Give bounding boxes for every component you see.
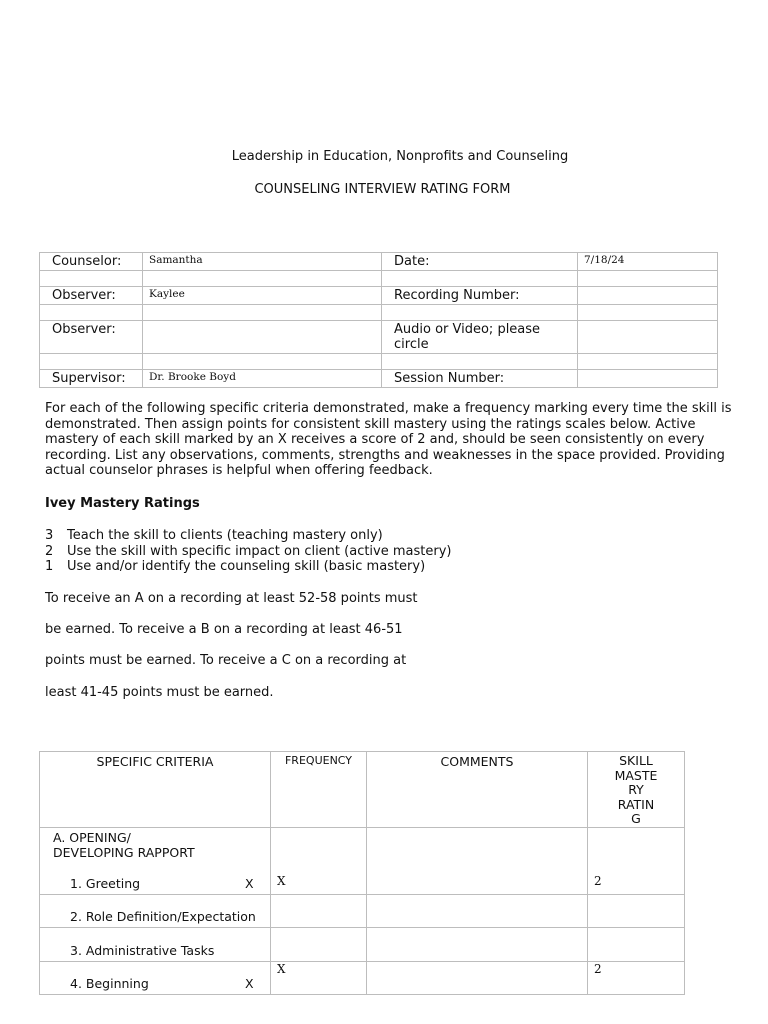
section-title-line: DEVELOPING RAPPORT [53,845,195,860]
observer-field[interactable]: Kaylee [143,287,382,305]
criteria-row [40,961,271,994]
criteria-x-mark: X [245,975,254,991]
supervisor-field[interactable]: Dr. Brooke Boyd [143,370,382,388]
comments-cell[interactable] [367,961,588,994]
criteria-label: 4. Beginning [70,975,149,991]
date-field[interactable]: 7/18/24 [578,253,718,271]
session-number-label: Session Number: [382,370,578,388]
rating-item: 1 Use and/or identify the counseling skill (basic mastery) [45,559,426,575]
rating-cell[interactable]: 2 [588,961,685,994]
section-title-line: A. OPENING/ [53,829,131,845]
criteria-row [40,894,271,927]
criteria-header: SPECIFIC CRITERIA [40,752,271,828]
comments-header: COMMENTS [367,752,588,828]
counselor-field[interactable]: Samantha [143,253,382,271]
recording-number-field[interactable] [578,287,718,305]
audio-video-label: Audio or Video; please circle [382,321,578,354]
criteria-label: 3. Administrative Tasks [70,942,215,958]
criteria-x-mark: X [245,875,254,891]
grading-line: points must be earned. To receive a C on a recording at [45,653,407,668]
ratings-list [45,528,565,575]
supervisor-label: Supervisor: [40,370,143,388]
comments-cell[interactable] [367,894,588,927]
criteria-row [40,927,271,961]
recording-number-label: Recording Number: [382,287,578,305]
form-title: COUNSELING INTERVIEW RATING FORM [254,182,511,197]
grading-line: least 41-45 points must be earned. [45,685,274,700]
frequency-cell[interactable]: X [271,827,367,894]
rating-item: 2 Use the skill with specific impact on client (active mastery) [45,543,452,559]
instructions-paragraph: For each of the following specific criteria demonstrated, make a frequency marking every time the skill is demonstrated. Then assign points for consistent skill mastery using the ratings scales below. Active mastery of each skill marked by an X receives a score of 2 and, should be seen consistently on every recording. List any observations, comments, strengths and weaknesses in the space provided. Providing actual counselor phrases is helpful when offering feedback. [45,401,732,479]
info-table [39,252,718,388]
observer-label: Observer: [40,287,143,305]
frequency-header: FREQUENCY [271,752,367,828]
frequency-cell[interactable] [271,927,367,961]
session-number-field[interactable] [578,370,718,388]
frequency-cell[interactable] [271,894,367,927]
skill-mastery-rating-header: SKILL MASTE RY RATIN G [588,752,685,828]
grading-line: To receive an A on a recording at least 52-58 points must [45,591,418,606]
criteria-label: 2. Role Definition/Expectation [70,908,256,924]
rating-cell[interactable]: 2 [588,827,685,894]
frequency-cell[interactable]: X [271,961,367,994]
counselor-label: Counselor: [40,253,143,271]
grading-line: be earned. To receive a B on a recording at least 46-51 [45,622,403,637]
audio-video-field[interactable] [578,321,718,354]
criteria-table [39,751,685,995]
ratings-heading: Ivey Mastery Ratings [45,496,200,511]
rating-cell[interactable] [588,894,685,927]
date-label: Date: [382,253,578,271]
comments-cell[interactable] [367,927,588,961]
comments-cell[interactable] [367,827,588,894]
criteria-label: 1. Greeting [70,875,141,891]
document-title: Leadership in Education, Nonprofits and Counseling [231,149,569,164]
observer2-field[interactable] [143,321,382,354]
criteria-section-opening [40,827,271,894]
rating-cell[interactable] [588,927,685,961]
rating-item: 3 Teach the skill to clients (teaching mastery only) [45,528,383,543]
observer2-label: Observer: [40,321,143,354]
